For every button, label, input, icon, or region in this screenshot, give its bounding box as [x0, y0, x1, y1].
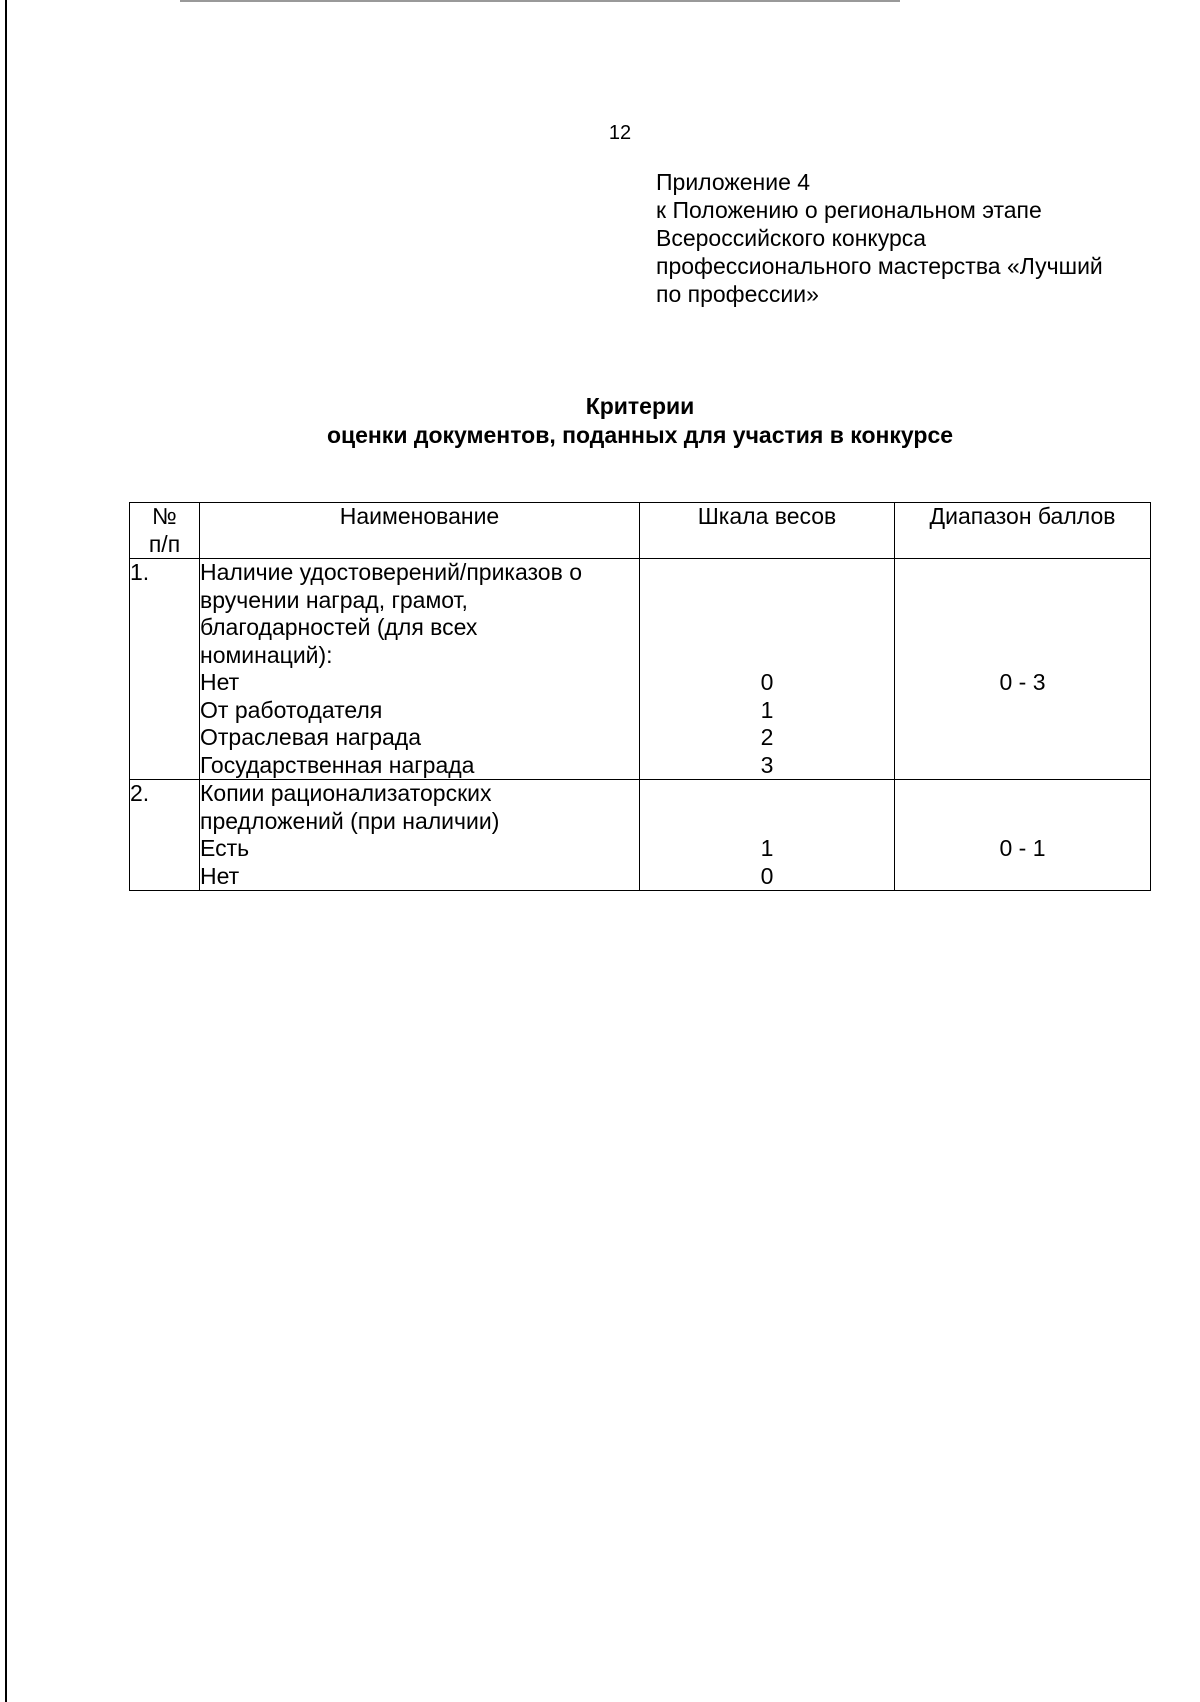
weight-value: 1 [760, 835, 774, 861]
name-line: благодарностей (для всех [200, 614, 478, 640]
name-line: Наличие удостоверений/приказов о [200, 559, 582, 585]
row-range [895, 559, 1151, 780]
document-title [130, 392, 1150, 450]
range-value: 0 - 1 [999, 835, 1046, 861]
header-range: Диапазон баллов [895, 503, 1151, 559]
name-line: Нет [200, 669, 240, 695]
appendix-line: Приложение 4 [656, 169, 811, 195]
name-line: Государственная награда [200, 751, 475, 778]
weight-value: 1 [760, 696, 774, 723]
weight-value: 0 [760, 669, 774, 695]
row-weights [640, 780, 895, 891]
row-name [200, 780, 640, 891]
range-value: 0 - 3 [999, 669, 1046, 695]
name-line: вручении наград, грамот, [200, 586, 468, 613]
row-number: 1. [130, 559, 200, 780]
header-name: Наименование [200, 503, 640, 559]
appendix-line: к Положению о региональном этапе [656, 197, 1042, 223]
appendix-line: Всероссийского конкурса [656, 225, 927, 251]
table-row [130, 780, 1151, 891]
table-header-row [130, 503, 1151, 559]
header-num-abbr: п/п [148, 530, 181, 557]
name-line: Есть [200, 835, 250, 861]
name-line: Нет [200, 862, 240, 889]
appendix-note [656, 168, 1176, 308]
weight-value: 0 [760, 862, 774, 889]
header-num [130, 503, 200, 559]
weight-value: 2 [760, 724, 774, 750]
name-line: Копии рационализаторских [200, 780, 492, 806]
row-name [200, 559, 640, 780]
page-edge-line [5, 0, 7, 1702]
title-line-1: Критерии [585, 393, 695, 419]
name-line: Отраслевая награда [200, 724, 421, 750]
header-num-symbol: № [152, 503, 177, 529]
weight-value: 3 [760, 751, 774, 778]
page-number: 12 [608, 122, 632, 144]
table-row [130, 559, 1151, 780]
row-number: 2. [130, 780, 200, 891]
name-line: От работодателя [200, 696, 383, 723]
name-line: номинаций): [200, 641, 333, 668]
name-line: предложений (при наличии) [200, 807, 500, 834]
title-line-2: оценки документов, поданных для участия в конкурсе [326, 422, 954, 448]
criteria-table [129, 502, 1151, 891]
appendix-line: профессионального мастерства «Лучший [656, 253, 1103, 279]
scan-top-line [180, 0, 900, 2]
appendix-line: по профессии» [656, 281, 819, 307]
row-range [895, 780, 1151, 891]
row-weights [640, 559, 895, 780]
header-weight: Шкала весов [640, 503, 895, 559]
